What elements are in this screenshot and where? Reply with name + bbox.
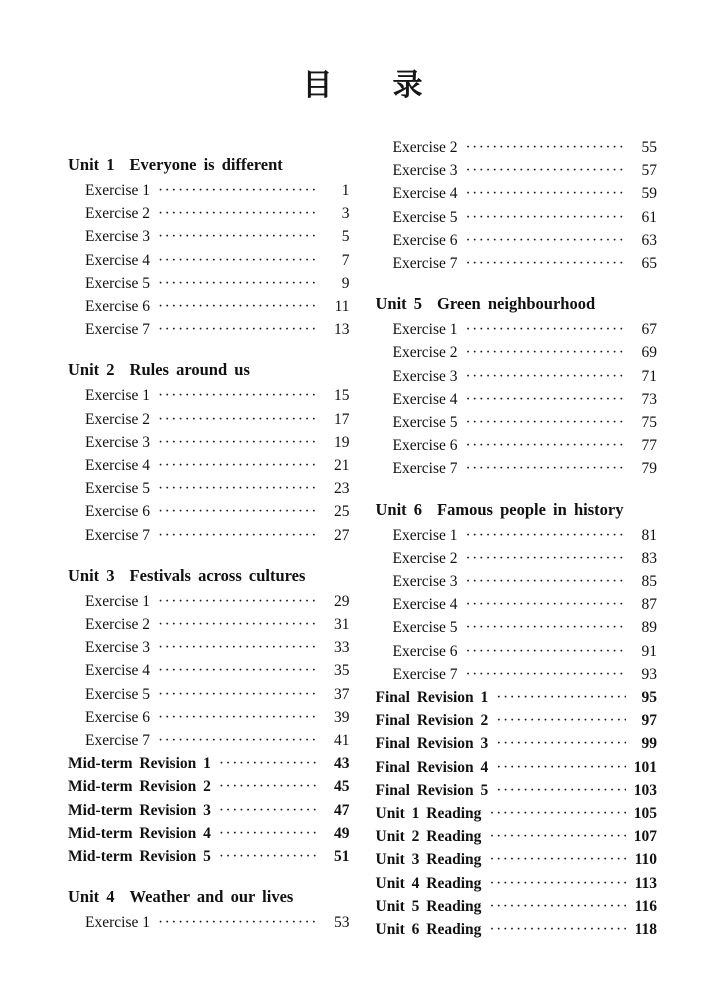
- dot-leader: [158, 225, 319, 248]
- toc-entry: [68, 590, 350, 613]
- toc-entry: [376, 570, 658, 593]
- toc-entry-label: Exercise 2: [392, 549, 458, 567]
- toc-entry-label: Exercise 7: [392, 255, 458, 273]
- toc-entry-label: Unit 1 Reading: [375, 805, 482, 823]
- toc-block: [376, 292, 658, 480]
- dot-leader: [158, 295, 319, 318]
- dot-leader: [489, 895, 626, 918]
- toc-block: [68, 153, 350, 341]
- toc-entry: [68, 911, 350, 934]
- toc-entry-page: 49: [334, 824, 350, 842]
- toc-entry-label: Exercise 6: [392, 437, 458, 455]
- toc-entry: [68, 295, 350, 318]
- toc-entry: [376, 709, 658, 732]
- toc-entry: [376, 640, 658, 663]
- toc-entry-page: 1: [341, 182, 350, 199]
- toc-entry: [376, 206, 658, 229]
- dot-leader: [158, 318, 319, 341]
- dot-leader: [465, 388, 626, 411]
- toc-entry-page: 99: [641, 735, 657, 753]
- toc-entry-page: 37: [334, 685, 350, 703]
- toc-entry-label: Exercise 5: [85, 274, 150, 292]
- dot-leader: [158, 454, 319, 477]
- toc-entry-label: Exercise 2: [392, 344, 458, 362]
- toc-entry-label: Final Revision 4: [375, 758, 489, 776]
- toc-entry: [68, 318, 350, 341]
- toc-entry-page: 71: [641, 367, 657, 385]
- toc-entry: [68, 431, 350, 454]
- toc-entry-page: 113: [634, 874, 657, 892]
- toc-entry-label: Final Revision 2: [375, 712, 489, 730]
- toc-entry-label: Exercise 6: [392, 642, 458, 660]
- dot-leader: [465, 136, 626, 159]
- toc-entry: [376, 434, 658, 457]
- toc-entry-page: 55: [641, 139, 657, 156]
- toc-entry-page: 110: [634, 851, 657, 869]
- toc-entry-page: 9: [341, 274, 350, 292]
- toc-entry-page: 93: [641, 665, 657, 683]
- toc-entry-label: Final Revision 1: [375, 689, 489, 707]
- toc-entry-page: 19: [334, 433, 350, 451]
- dot-leader: [496, 756, 626, 779]
- toc-entry-page: 89: [641, 619, 657, 637]
- unit-heading-label: Unit 3: [68, 565, 115, 585]
- toc-entry: [376, 616, 658, 639]
- toc-entry-label: Final Revision 3: [375, 735, 489, 753]
- toc-entry: [68, 775, 350, 798]
- toc-entry-label: Exercise 7: [85, 732, 150, 750]
- toc-entry: [376, 732, 658, 755]
- toc-entry-page: 75: [641, 414, 657, 432]
- dot-leader: [465, 457, 626, 480]
- toc-columns: [68, 136, 657, 941]
- toc-entry-page: 63: [641, 231, 657, 249]
- unit-heading-title: Famous people in history: [437, 499, 624, 519]
- toc-entry-page: 29: [334, 592, 350, 610]
- toc-entry: [68, 249, 350, 272]
- toc-entry-page: 97: [641, 712, 657, 730]
- dot-leader: [465, 616, 626, 639]
- unit-heading-title: Green neighbourhood: [437, 294, 596, 314]
- toc-entry-page: 23: [334, 480, 350, 498]
- toc-entry-page: 116: [634, 897, 657, 915]
- toc-entry: [68, 752, 350, 775]
- toc-block: [376, 136, 658, 275]
- dot-leader: [465, 640, 626, 663]
- toc-entry-page: 43: [334, 755, 350, 773]
- toc-entry-label: Exercise 1: [85, 592, 150, 610]
- toc-entry-page: 25: [334, 503, 350, 521]
- toc-entry-label: Exercise 5: [85, 480, 150, 498]
- toc-entry-page: 7: [341, 251, 350, 269]
- toc-entry: [376, 848, 658, 871]
- toc-entry-page: 13: [334, 321, 350, 339]
- toc-entry: [376, 136, 658, 159]
- unit-heading-label: Unit 5: [375, 294, 423, 314]
- toc-entry-page: 77: [641, 437, 657, 455]
- dot-leader: [158, 524, 319, 547]
- dot-leader: [219, 822, 319, 845]
- toc-entry: [68, 659, 350, 682]
- dot-leader: [465, 663, 626, 686]
- dot-leader: [465, 206, 626, 229]
- toc-entry: [68, 454, 350, 477]
- toc-entry: [68, 683, 350, 706]
- toc-entry: [68, 799, 350, 822]
- toc-entry-label: Exercise 7: [85, 526, 150, 544]
- toc-entry: [376, 593, 658, 616]
- toc-entry-page: 53: [334, 914, 350, 932]
- toc-entry: [376, 895, 658, 918]
- dot-leader: [219, 799, 319, 822]
- toc-entry-page: 69: [641, 344, 657, 362]
- toc-entry: [376, 872, 658, 895]
- dot-leader: [219, 845, 319, 868]
- toc-entry: [376, 457, 658, 480]
- dot-leader: [465, 524, 626, 547]
- toc-entry-page: 31: [334, 616, 350, 634]
- toc-entry-label: Exercise 3: [392, 162, 458, 180]
- dot-leader: [465, 547, 626, 570]
- toc-entry: [376, 388, 658, 411]
- unit-heading-label: Unit 1: [68, 155, 115, 174]
- toc-entry-label: Exercise 5: [392, 619, 458, 637]
- toc-entry-label: Mid-term Revision 3: [68, 801, 211, 819]
- unit-heading-title: Rules around us: [129, 360, 250, 380]
- toc-entry-label: Exercise 6: [85, 708, 150, 726]
- toc-entry-page: 81: [641, 526, 657, 544]
- toc-entry: [68, 845, 350, 868]
- toc-entry: [68, 500, 350, 523]
- toc-entry-page: 59: [641, 185, 657, 203]
- toc-entry-label: Exercise 1: [392, 526, 458, 544]
- toc-entry: [376, 365, 658, 388]
- toc-entry-label: Exercise 3: [85, 639, 150, 657]
- toc-entry-page: 33: [334, 639, 350, 657]
- dot-leader: [158, 477, 319, 500]
- toc-entry-page: 91: [641, 642, 657, 660]
- dot-leader: [496, 686, 626, 709]
- toc-entry: [68, 706, 350, 729]
- dot-leader: [158, 431, 319, 454]
- dot-leader: [158, 179, 319, 202]
- toc-entry: [68, 225, 350, 248]
- dot-leader: [465, 318, 626, 341]
- dot-leader: [158, 408, 319, 431]
- toc-entry-label: Exercise 1: [85, 387, 150, 405]
- toc-entry: [376, 341, 658, 364]
- toc-entry: [376, 229, 658, 252]
- toc-entry-label: Exercise 3: [392, 367, 458, 385]
- toc-entry-label: Exercise 7: [85, 321, 150, 339]
- toc-entry: [68, 524, 350, 547]
- dot-leader: [489, 918, 626, 941]
- unit-heading: [376, 292, 658, 315]
- toc-entry: [376, 802, 658, 825]
- dot-leader: [158, 384, 319, 407]
- toc-entry-page: 21: [334, 457, 350, 475]
- dot-leader: [158, 202, 319, 225]
- toc-entry-label: Exercise 4: [85, 662, 150, 680]
- toc-block: [68, 358, 350, 546]
- dot-leader: [465, 411, 626, 434]
- toc-entry-page: 15: [334, 387, 350, 405]
- dot-leader: [465, 365, 626, 388]
- toc-block: [376, 498, 658, 942]
- page-title: 目 录: [302, 69, 423, 102]
- toc-entry: [376, 918, 658, 941]
- toc-entry-label: Exercise 4: [85, 457, 150, 475]
- toc-entry-label: Exercise 2: [85, 205, 150, 223]
- toc-entry: [68, 408, 350, 431]
- toc-entry-label: Exercise 2: [392, 139, 458, 156]
- toc-column-right: [376, 136, 658, 941]
- dot-leader: [158, 500, 319, 523]
- unit-heading-title: Weather and our lives: [129, 887, 294, 907]
- dot-leader: [496, 779, 626, 802]
- toc-entry: [376, 411, 658, 434]
- toc-entry-label: Exercise 4: [392, 596, 458, 614]
- toc-entry-page: 67: [641, 321, 657, 339]
- toc-entry-label: Exercise 6: [85, 298, 150, 316]
- toc-entry-page: 45: [334, 778, 350, 796]
- toc-entry-label: Exercise 2: [85, 410, 150, 428]
- toc-entry-page: 87: [641, 596, 657, 614]
- toc-entry-label: Mid-term Revision 5: [68, 848, 211, 866]
- toc-entry-page: 95: [641, 689, 657, 707]
- unit-heading-label: Unit 4: [68, 887, 115, 907]
- dot-leader: [158, 729, 319, 752]
- unit-heading: [68, 564, 350, 587]
- toc-entry-label: Exercise 6: [85, 503, 150, 521]
- toc-entry-label: Exercise 4: [392, 390, 458, 408]
- toc-entry-page: 35: [334, 662, 350, 680]
- toc-entry-page: 17: [334, 410, 350, 428]
- dot-leader: [158, 911, 319, 934]
- dot-leader: [158, 272, 319, 295]
- dot-leader: [465, 434, 626, 457]
- toc-entry-label: Mid-term Revision 2: [68, 778, 211, 796]
- toc-entry-label: Exercise 5: [392, 414, 458, 432]
- toc-block: [68, 885, 350, 934]
- toc-entry-label: Exercise 3: [85, 228, 150, 246]
- toc-entry-label: Mid-term Revision 1: [68, 755, 211, 773]
- toc-entry: [376, 182, 658, 205]
- unit-heading-title: Festivals across cultures: [129, 565, 306, 585]
- dot-leader: [158, 613, 319, 636]
- toc-entry-label: Exercise 1: [392, 321, 458, 339]
- toc-entry: [68, 384, 350, 407]
- toc-entry-label: Final Revision 5: [375, 781, 489, 799]
- dot-leader: [219, 775, 319, 798]
- toc-entry: [68, 636, 350, 659]
- unit-heading: [68, 153, 350, 176]
- toc-entry-label: Exercise 5: [85, 685, 150, 703]
- toc-entry-page: 101: [633, 758, 657, 776]
- toc-entry-label: Exercise 7: [392, 665, 458, 683]
- toc-entry-label: Unit 2 Reading: [375, 828, 482, 846]
- toc-entry-page: 118: [634, 921, 657, 939]
- toc-entry: [68, 729, 350, 752]
- unit-heading-title: Everyone is different: [129, 155, 283, 174]
- toc-entry-page: 57: [641, 162, 657, 180]
- toc-entry-label: Unit 4 Reading: [375, 874, 482, 892]
- dot-leader: [465, 341, 626, 364]
- dot-leader: [489, 802, 626, 825]
- toc-entry-page: 39: [334, 708, 350, 726]
- toc-entry: [68, 202, 350, 225]
- toc-entry: [376, 524, 658, 547]
- dot-leader: [158, 249, 319, 272]
- toc-entry-page: 27: [334, 526, 350, 544]
- unit-heading: [68, 885, 350, 908]
- toc-entry: [376, 825, 658, 848]
- unit-heading: [68, 358, 350, 381]
- dot-leader: [496, 732, 626, 755]
- toc-entry-page: 51: [334, 848, 350, 866]
- toc-entry: [68, 179, 350, 202]
- toc-entry-label: Exercise 2: [85, 616, 150, 634]
- toc-entry: [376, 663, 658, 686]
- toc-entry: [68, 822, 350, 845]
- unit-heading-label: Unit 6: [375, 499, 423, 519]
- dot-leader: [489, 872, 626, 895]
- dot-leader: [158, 590, 319, 613]
- toc-entry: [376, 159, 658, 182]
- toc-entry-page: 41: [334, 732, 350, 750]
- toc-entry-label: Exercise 1: [85, 914, 150, 932]
- toc-entry-page: 83: [641, 549, 657, 567]
- toc-entry-label: Exercise 5: [392, 208, 458, 226]
- dot-leader: [158, 636, 319, 659]
- toc-entry-page: 47: [334, 801, 350, 819]
- dot-leader: [158, 706, 319, 729]
- dot-leader: [496, 709, 626, 732]
- toc-entry-page: 3: [341, 205, 350, 223]
- toc-entry-label: Exercise 1: [85, 182, 150, 199]
- toc-entry-page: 65: [641, 255, 657, 273]
- dot-leader: [158, 659, 319, 682]
- unit-heading: [376, 498, 658, 521]
- toc-column-left: [68, 136, 350, 934]
- toc-entry: [68, 477, 350, 500]
- toc-entry: [376, 547, 658, 570]
- toc-entry-page: 79: [641, 460, 657, 478]
- dot-leader: [465, 570, 626, 593]
- toc-entry-page: 107: [633, 828, 657, 846]
- toc-entry: [376, 686, 658, 709]
- toc-entry: [376, 318, 658, 341]
- unit-heading-label: Unit 2: [68, 360, 115, 380]
- dot-leader: [465, 593, 626, 616]
- dot-leader: [465, 182, 626, 205]
- dot-leader: [465, 229, 626, 252]
- toc-entry-page: 11: [334, 298, 350, 316]
- dot-leader: [489, 825, 626, 848]
- dot-leader: [158, 683, 319, 706]
- toc-entry-label: Exercise 4: [392, 185, 458, 203]
- toc-entry-label: Exercise 6: [392, 231, 458, 249]
- toc-entry: [376, 779, 658, 802]
- toc-entry-label: Exercise 3: [85, 433, 150, 451]
- toc-entry-page: 61: [641, 208, 657, 226]
- dot-leader: [489, 848, 626, 871]
- toc-entry: [376, 252, 658, 275]
- toc-entry: [68, 272, 350, 295]
- toc-entry-label: Unit 3 Reading: [375, 851, 482, 869]
- toc-entry: [68, 613, 350, 636]
- toc-entry-page: 85: [641, 573, 657, 591]
- toc-block: [68, 564, 350, 868]
- toc-entry-label: Exercise 4: [85, 251, 150, 269]
- toc-entry-page: 103: [633, 781, 657, 799]
- toc-entry-label: Unit 6 Reading: [375, 921, 482, 939]
- toc-entry-page: 105: [633, 805, 657, 823]
- toc-entry-label: Unit 5 Reading: [375, 897, 482, 915]
- toc-entry-label: Exercise 3: [392, 573, 458, 591]
- dot-leader: [219, 752, 319, 775]
- toc-entry-label: Mid-term Revision 4: [68, 824, 211, 842]
- dot-leader: [465, 159, 626, 182]
- toc-entry-label: Exercise 7: [392, 460, 458, 478]
- toc-entry: [376, 756, 658, 779]
- toc-entry-page: 73: [641, 390, 657, 408]
- dot-leader: [465, 252, 626, 275]
- toc-entry-page: 5: [341, 228, 350, 246]
